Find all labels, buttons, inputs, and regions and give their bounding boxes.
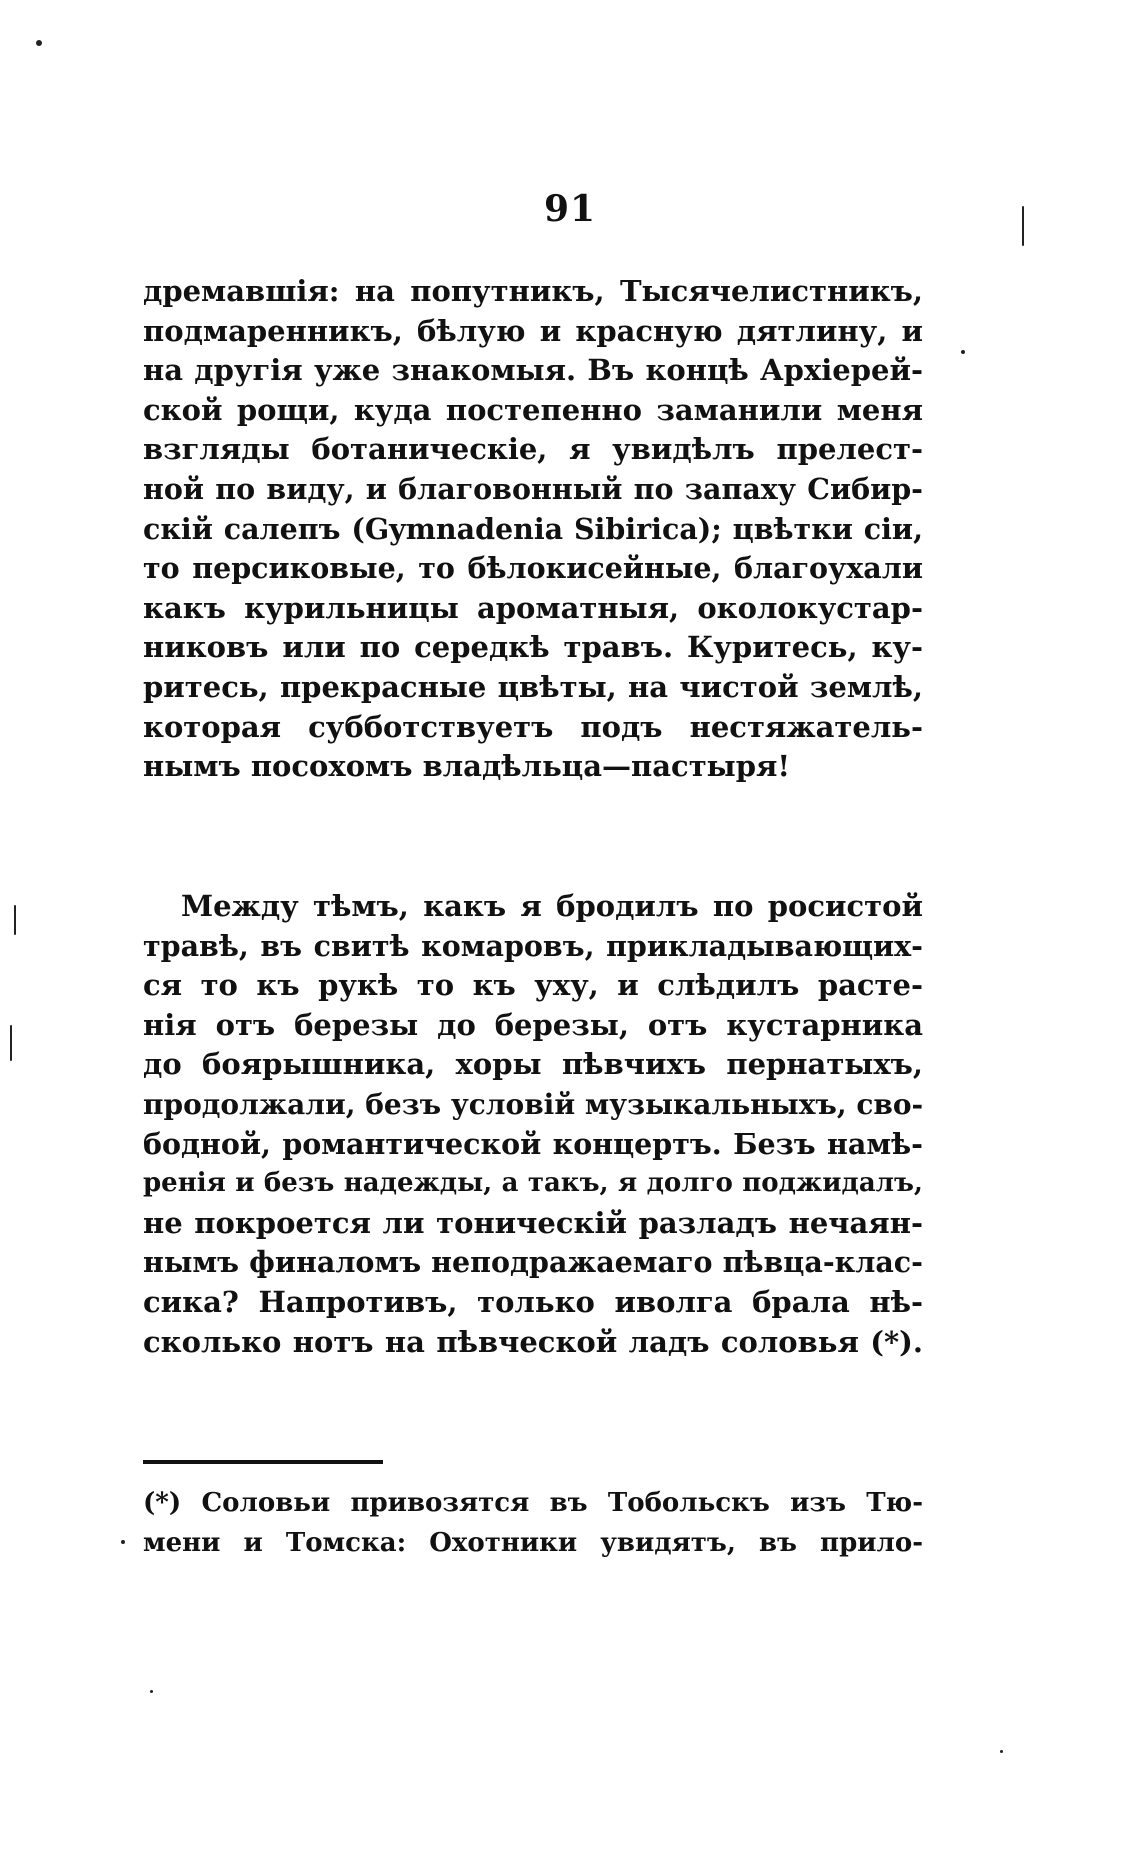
footnote-line: мени и Томска: Охотники увидятъ, въ прило- <box>143 1528 923 1558</box>
text-line: какъ курильницы ароматныя, околокустар- <box>143 590 923 625</box>
text-line: до боярышника, хоры пѣвчихъ пернатыхъ, <box>143 1047 923 1082</box>
text-line: на другія уже знакомыя. Въ концѣ Архіерей- <box>143 353 923 388</box>
scan-speck <box>150 1690 153 1693</box>
scan-speck <box>1000 1750 1003 1753</box>
text-line: никовъ или по середкѣ травъ. Куритесь, ку- <box>143 630 923 665</box>
text-line: дремавшія: на попутникъ, Тысячелистникъ, <box>143 274 923 308</box>
text-line: нымъ посохомъ владѣльца—пастыря! <box>143 749 791 784</box>
text-line: сколько нотъ на пѣвческой ладъ соловья (*). <box>143 1324 923 1359</box>
text-line: ной по виду, и благовонный по запаху Сибир- <box>143 471 923 506</box>
text-line: травѣ, въ свитѣ комаровъ, прикладывающих- <box>143 928 923 963</box>
scan-speck <box>36 40 42 46</box>
text-line: то персиковые, то бѣлокисейные, благоухали <box>143 551 923 586</box>
scan-speck <box>961 350 965 354</box>
scan-speck <box>1022 206 1024 246</box>
paragraph-2 <box>143 887 923 1362</box>
text-line: сика? Напротивъ, только иволга брала нѣ- <box>143 1284 923 1319</box>
text-line: ской рощи, куда постепенно заманили меня <box>143 392 923 427</box>
scan-speck <box>10 1025 12 1061</box>
text-line: ренія и безъ надежды, а такъ, я долго поджидалъ, <box>143 1168 923 1199</box>
paragraph-1 <box>143 272 923 787</box>
text-line: продолжали, безъ условій музыкальныхъ, сво- <box>143 1087 924 1121</box>
text-line: бодной, романтической концертъ. Безъ намѣ- <box>143 1126 923 1161</box>
text-line: скій салепъ (Gymnadenia Sibirica); цвѣтки сіи, <box>143 511 923 546</box>
footnote-line: (*) Соловьи привозятся въ Тобольскъ изъ Тю- <box>143 1488 923 1518</box>
scan-speck <box>121 1540 125 1544</box>
scan-speck <box>14 905 16 935</box>
text-line: не покроется ли тоническій разладъ нечаян- <box>143 1205 923 1240</box>
text-line: ся то къ рукѣ то къ уху, и слѣдилъ расте- <box>143 968 923 1003</box>
text-line: нія отъ березы до березы, отъ кустарника <box>143 1007 923 1042</box>
text-line: подмаренникъ, бѣлую и красную дятлину, и <box>143 313 923 348</box>
text-line: которая субботствуетъ подъ нестяжатель- <box>143 709 923 744</box>
footnote <box>143 1483 923 1563</box>
footnote-divider <box>143 1460 383 1464</box>
text-line: нымъ финаломъ неподражаемаго пѣвца-клас- <box>143 1245 923 1280</box>
text-line: Между тѣмъ, какъ я бродилъ по росистой <box>181 889 923 923</box>
page-number: 91 <box>543 188 597 230</box>
text-line: взгляды ботаническіе, я увидѣлъ прелест- <box>143 432 923 467</box>
text-line: ритесь, прекрасные цвѣты, на чистой землѣ, <box>143 669 923 704</box>
